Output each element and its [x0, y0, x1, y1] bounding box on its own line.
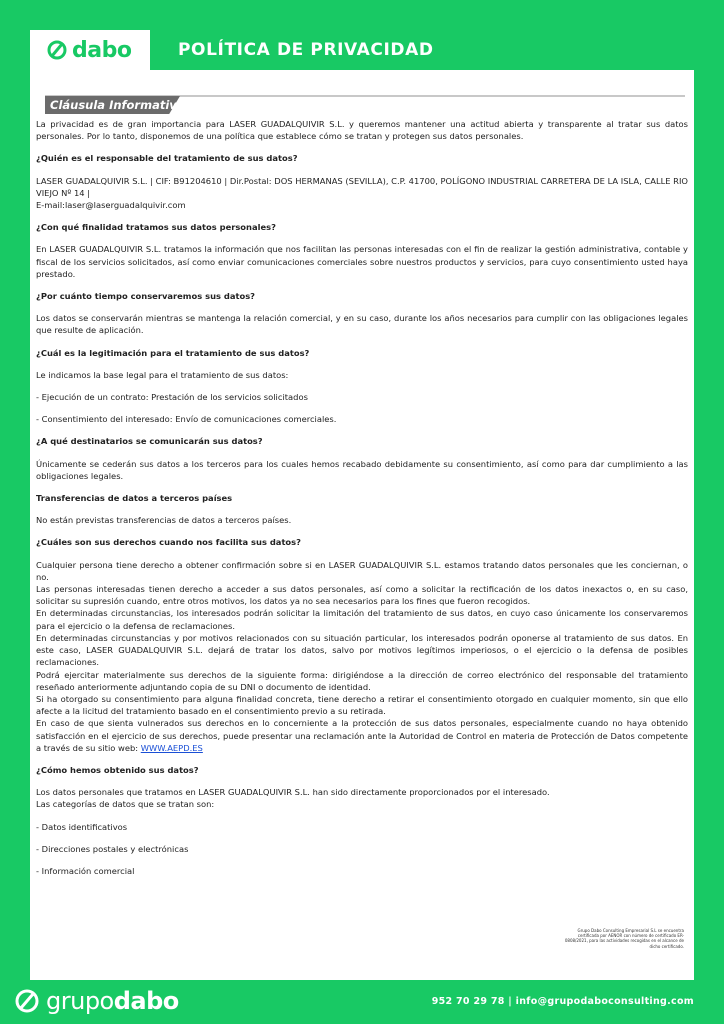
derechos-paragraph: En determinadas circunstancias y por motivos relacionados con su situación particular, los interesados podrán oponerse al tratamiento de sus datos. En este caso, LASER GUADALQUIVIR S.L. dejará de tratar los datos, salvo por motivos legítimos imperiosos, o el ejercicio o la defensa de posibles reclamaciones.	[36, 632, 688, 668]
legitimacion-intro: Le indicamos la base legal para el tratamiento de sus datos:	[36, 369, 289, 380]
logo-text: dabo	[72, 37, 132, 63]
section-heading-destinatarios: ¿A qué destinatarios se comunicarán sus datos?	[36, 436, 263, 447]
derechos-paragraph: Las personas interesadas tienen derecho a acceder a sus datos personales, así como a solicitar la rectificación de los datos inexactos o, en su caso, solicitar su supresión cuando, entre otros motivos, los datos ya no sea necesarios para los fines que fueron recogidos.	[36, 584, 688, 607]
section-heading-responsable: ¿Quién es el responsable del tratamiento de sus datos?	[36, 153, 298, 164]
grupo-dabo-logo	[14, 987, 179, 1015]
categoria-item: - Información comercial	[36, 865, 135, 876]
grupo-dabo-logo-icon	[14, 988, 40, 1014]
section-heading-transferencias: Transferencias de datos a terceros países	[36, 493, 233, 504]
responsable-details: LASER GUADALQUIVIR S.L. | CIF: B91204610 | Dir.Postal: DOS HERMANAS (SEVILLA), C.P. 41700, POLÍGONO INDUSTRIAL CARRETERA DE LA ISLA, CALLE RIO VIEJO Nº 14 |	[36, 175, 688, 198]
intro-paragraph: La privacidad es de gran importancia para LASER GUADALQUIVIR S.L. y queremos mantener una actitud abierta y transparente al tratar sus datos personales. Por lo tanto, disponemos de una política que establece cómo se tratan y protegen sus datos personales.	[36, 119, 688, 142]
derechos-paragraph: Cualquier persona tiene derecho a obtener confirmación sobre si en LASER GUADALQUIVIR S.L. estamos tratando datos personales que les conciernan, o no.	[36, 559, 688, 582]
derechos-paragraph: En determinadas circunstancias, los interesados podrán solicitar la limitación del tratamiento de sus datos, en cuyo caso únicamente los conservaremos para el ejercicio o la defensa de reclamaciones.	[36, 608, 688, 631]
derechos-paragraph-aepd	[36, 717, 688, 754]
section-heading-obtencion: ¿Cómo hemos obtenido sus datos?	[36, 764, 199, 775]
legitimacion-item: - Consentimiento del interesado: Envío de comunicaciones comerciales.	[36, 414, 337, 425]
section-heading-finalidad: ¿Con qué finalidad tratamos sus datos personales?	[36, 222, 276, 233]
footer-logo-text	[46, 987, 179, 1015]
categoria-item: - Direcciones postales y electrónicas	[36, 843, 189, 854]
footer-logo-bold: dabo	[113, 987, 179, 1015]
categorias-intro: Las categorías de datos que se tratan son:	[36, 799, 215, 810]
section-heading-derechos: ¿Cuáles son sus derechos cuando nos facilita sus datos?	[36, 537, 301, 548]
derechos-paragraph: Si ha otorgado su consentimiento para alguna finalidad concreta, tiene derecho a retirar el consentimiento otorgado en cualquier momento, sin que ello afecte a la licitud del tratamiento basado en el consentimiento previo a su retirada.	[36, 693, 688, 717]
dabo-logo	[30, 30, 150, 70]
footer-logo-light: grupo	[46, 987, 114, 1015]
categoria-item: - Datos identificativos	[36, 821, 128, 832]
certification-note: Grupo Dabo Consulting Empresarial S.L se encuentra certificada por AENOR con número de certificado ER-0808/2021, para las actividades recogidas en el alcance de dicho certificado.	[564, 928, 684, 949]
derechos-paragraph: Podrá ejercitar materialmente sus derechos de la siguiente forma: dirigiéndose a la dirección de correo electrónico del responsable del tratamiento reseñado anteriormente adjuntando copia de su DNI o documento de identidad.	[36, 669, 688, 692]
page-title: POLÍTICA DE PRIVACIDAD	[178, 40, 434, 60]
destinatarios-text: Únicamente se cederán sus datos a los terceros para los cuales hemos recabado debidamente su consentimiento, así como para dar cumplimiento a las obligaciones legales.	[36, 458, 688, 481]
clause-title: Cláusula Informativa:	[50, 98, 190, 112]
transferencias-text: No están previstas transferencias de datos a terceros países.	[36, 515, 292, 526]
policy-content	[36, 118, 688, 877]
derechos-aepd-text: En caso de que sienta vulnerados sus derechos en lo concerniente a la protección de sus datos personales, especialmente cuando no haya obtenido satisfacción en el ejercicio de sus derechos, puede presentar una reclamación ante la Autoridad de Control en materia de Protección de Datos competente a través de su sitio web:	[36, 718, 688, 753]
aepd-link[interactable]: WWW.AEPD.ES	[140, 742, 203, 753]
dabo-logo-icon	[46, 39, 68, 61]
legitimacion-item: - Ejecución de un contrato: Prestación de los servicios solicitados	[36, 392, 308, 403]
obtencion-text: Los datos personales que tratamos en LASER GUADALQUIVIR S.L. han sido directamente proporcionados por el interesado.	[36, 787, 550, 798]
section-heading-conservacion: ¿Por cuánto tiempo conservaremos sus datos?	[36, 291, 256, 302]
conservacion-text: Los datos se conservarán mientras se mantenga la relación comercial, y en su caso, durante los años necesarios para cumplir con las obligaciones legales que resulte de aplicación.	[36, 313, 688, 336]
finalidad-text: En LASER GUADALQUIVIR S.L. tratamos la información que nos facilitan las personas interesadas con el fin de realizar la gestión administrativa, contable y fiscal de los servicios solicitados, así como enviar comunicaciones comerciales sobre nuestros productos y servicios, para cuyo consentimiento usted haya prestado.	[36, 244, 688, 279]
responsable-email: E-mail:laser@laserguadalquivir.com	[36, 200, 186, 211]
section-heading-legitimacion: ¿Cuál es la legitimación para el tratamiento de sus datos?	[36, 347, 310, 358]
footer-contact: 952 70 29 78 | info@grupodaboconsulting.com	[431, 996, 694, 1007]
